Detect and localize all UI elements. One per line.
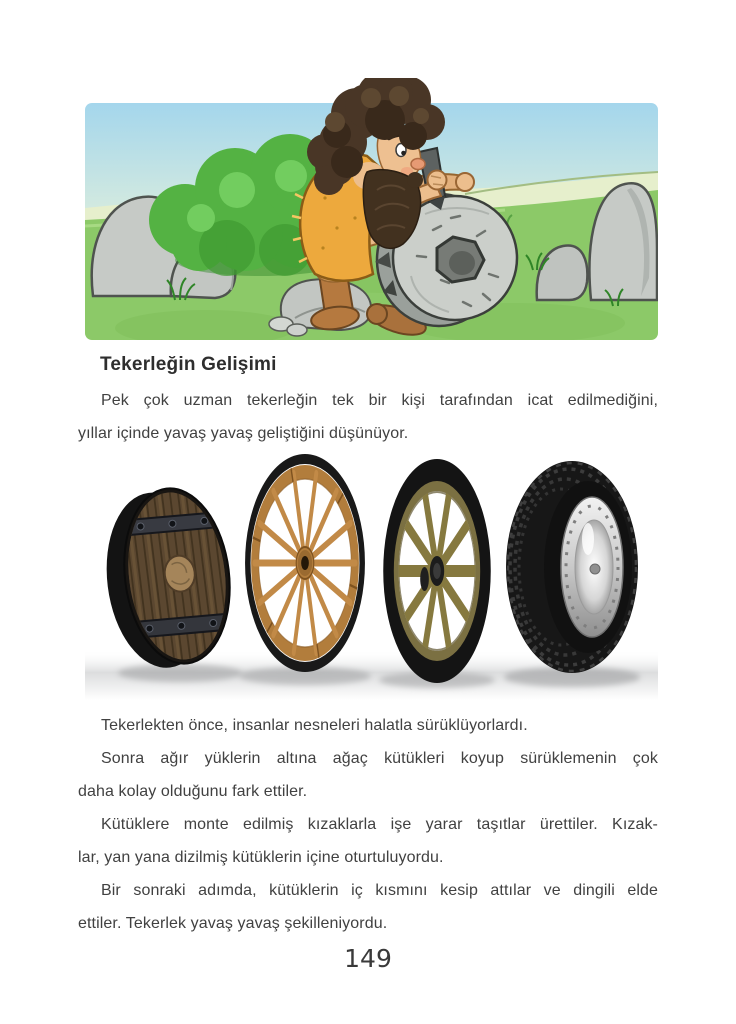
- caveman-scene-illustration: [85, 78, 658, 340]
- paragraph: [78, 874, 658, 940]
- article-title: Tekerleğin Gelişimi: [100, 354, 277, 375]
- intro-paragraphs: [78, 384, 658, 450]
- paragraph-line: Kütüklere monte edilmiş kızaklarla işe yarar taşıtlar ürettiler. Kızak-: [101, 816, 658, 833]
- modern-rubber-tire: [506, 461, 638, 673]
- paragraph: [78, 742, 658, 808]
- paragraph-line: Sonra ağır yüklerin altına ağaç kütükleri koyup sürüklemenin çok: [101, 750, 658, 767]
- paragraph-line: Pek çok uzman tekerleğin tek bir kişi tarafından icat edilmediğini,: [101, 392, 658, 409]
- nose: [411, 159, 425, 170]
- body-paragraphs: [78, 709, 658, 940]
- wheel-evolution-svg: [85, 452, 658, 700]
- caveman-scene-svg: [85, 78, 658, 340]
- paragraph-line: lar, yan yana dizilmiş kütüklerin içine oturtuluyordu.: [78, 849, 444, 866]
- wooden-spoked-wagon-wheel: [248, 459, 362, 667]
- metal-spoked-wheel: [389, 471, 485, 671]
- paragraph-line: Tekerlekten önce, insanlar nesneleri halatla sürüklüyorlardı.: [101, 717, 528, 734]
- paragraph-line: daha kolay olduğunu fark ettiler.: [78, 783, 308, 800]
- paragraph: [78, 384, 658, 450]
- paragraph: [78, 808, 658, 874]
- paragraph: [78, 709, 658, 742]
- wagon-wheel-hub-hole: [301, 556, 309, 570]
- page-number: 149: [344, 944, 392, 973]
- wooden-disc-wheel: [97, 482, 242, 674]
- paragraph-line: yıllar içinde yavaş yavaş geliştiğini düşünüyor.: [78, 425, 409, 442]
- paragraph-line: Bir sonraki adımda, kütüklerin iç kısmını kesip attılar ve dingili elde: [101, 882, 658, 899]
- wheel-evolution-illustration: [85, 452, 658, 700]
- paragraph-line: ettiler. Tekerlek yavaş yavaş şekilleniyordu.: [78, 915, 388, 932]
